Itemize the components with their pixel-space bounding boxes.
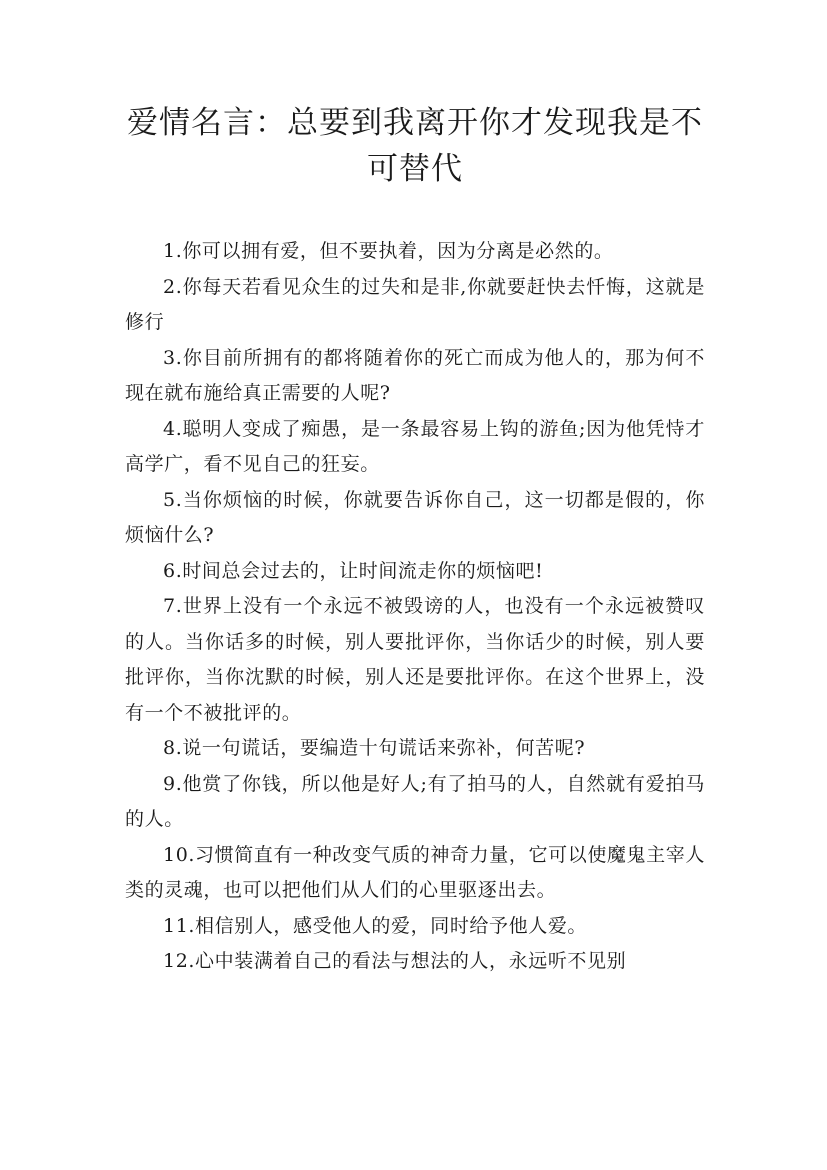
document-title: 爱情名言：总要到我离开你才发现我是不可替代 — [127, 105, 703, 187]
quote-paragraph-3: 3.你目前所拥有的都将随着你的死亡而成为他人的，那为何不现在就布施给真正需要的人呢? — [125, 346, 705, 404]
quote-paragraph-7: 7.世界上没有一个永远不被毁谤的人，也没有一个永远被赞叹的人。当你话多的时候，别人要批评你，当你话少的时候，别人要批评你，当你沈默的时候，别人还是要批评你。在这个世界上，没有一个不被批评的。 — [125, 595, 705, 724]
document-body — [125, 234, 705, 980]
quote-paragraph-11: 11.相信别人，感受他人的爱，同时给予他人爱。 — [163, 914, 588, 937]
quote-paragraph-6: 6.时间总会过去的，让时间流走你的烦恼吧! — [163, 559, 544, 582]
quote-paragraph-1: 1.你可以拥有爱，但不要执着，因为分离是必然的。 — [163, 240, 614, 262]
quote-paragraph-4: 4.聪明人变成了痴愚，是一条最容易上钩的游鱼;因为他凭恃才高学广，看不见自己的狂妄。 — [125, 417, 705, 475]
quote-paragraph-8: 8.说一句谎话，要编造十句谎话来弥补，何苦呢? — [163, 737, 586, 759]
quote-paragraph-12: 12.心中装满着自己的看法与想法的人，永远听不见别 — [163, 950, 627, 972]
quote-paragraph-9: 9.他赏了你钱，所以他是好人;有了拍马的人，自然就有爱拍马的人。 — [125, 772, 705, 830]
quote-paragraph-10: 10.习惯简直有一种改变气质的神奇力量，它可以使魔鬼主宰人类的灵魂，也可以把他们从人们的心里驱逐出去。 — [125, 843, 705, 901]
quote-paragraph-5: 5.当你烦恼的时候，你就要告诉你自己，这一切都是假的，你烦恼什么? — [125, 488, 705, 546]
quote-paragraph-2: 2.你每天若看见众生的过失和是非,你就要赶快去忏悔，这就是修行 — [125, 275, 705, 333]
